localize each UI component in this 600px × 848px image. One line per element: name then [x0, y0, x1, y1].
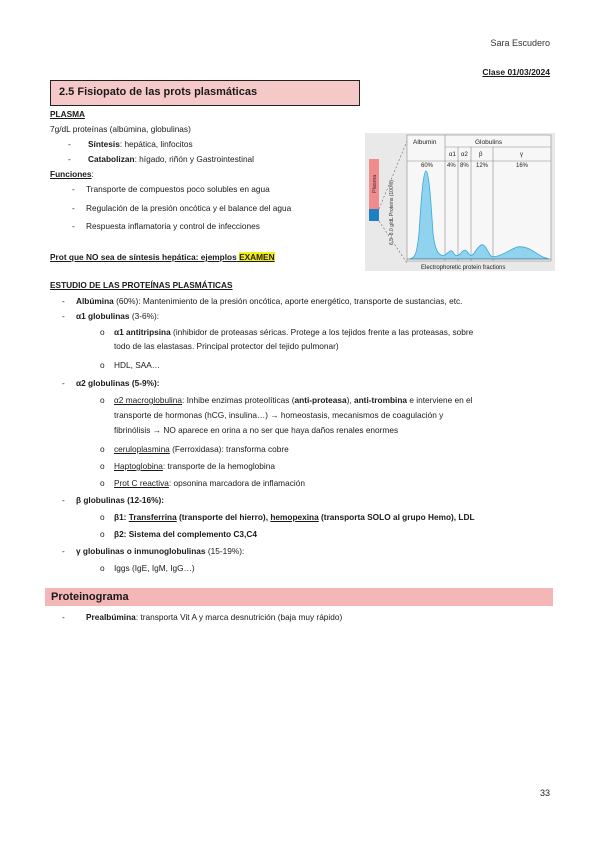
- funcion-item: - Regulación de la presión oncótica y el balance del agua: [72, 203, 292, 213]
- sintesis-text: : hepática, linfocitos: [119, 139, 193, 149]
- prot-c-reactiva-item: o Prot C reactiva: opsonina marcadora de inflamación: [100, 478, 305, 488]
- haptoglobina-text: : transporte de la hemoglobina: [162, 461, 275, 471]
- prot-no-hepatica-line: [50, 252, 275, 263]
- macroglobulina-line2: transporte de hormonas (hCG, insulina…) → homeostasis, mecanismos de coagulación y: [114, 410, 444, 420]
- antitripsina-text-cont: todo de las elastasas. Principal protector del tejido pulmonar): [114, 341, 339, 351]
- alpha2-pct: 8%: [460, 163, 469, 169]
- prot-no-hepatica-text: Prot que NO sea de síntesis hepática: ejemplos: [50, 252, 237, 262]
- funcion-text: Regulación de la presión oncótica y el balance del agua: [86, 203, 292, 213]
- beta1-text: (transporte del hierro),: [176, 512, 271, 522]
- alpha1-label: α1: [449, 152, 456, 158]
- albumina-text: (60%): Mantenimiento de la presión oncótica, aporte energético, transporte de sustancias, etc.: [113, 296, 463, 306]
- gamma-globulinas-pct: (15-19%):: [205, 546, 245, 556]
- beta-pct: 12%: [476, 163, 489, 169]
- macroglobulina-text: ),: [346, 395, 354, 405]
- antitripsina-text: (inhibidor de proteasas séricas. Protege a los tejidos frente a las proteasas, sobre: [170, 327, 474, 337]
- macroglobulina-line3: fibrinólisis → NO aparece en orina a no ser que haya daños renales enormes: [114, 425, 399, 435]
- macroglobulina-label: α2 macroglobulina: [114, 395, 182, 405]
- hemopexina: hemopexina: [270, 512, 319, 522]
- alpha1-pct: 4%: [447, 163, 456, 169]
- alpha2-globulinas-label: α2 globulinas: [76, 378, 130, 388]
- prealbumina-line: - Prealbúmina: transporta Vit A y marca desnutrición (baja muy rápido): [62, 612, 343, 622]
- electrophoresis-chart: [365, 133, 555, 271]
- albumin-pct: 60%: [421, 163, 434, 169]
- antitripsina-item: o α1 antitripsina (inhibidor de proteasas séricas. Protege a los tejidos frente a las proteasas, sobre: [100, 327, 474, 337]
- gamma-globulinas-line: - γ globulinas o inmunoglobulinas (15-19%):: [62, 546, 245, 556]
- dash: -: [68, 154, 71, 164]
- transferrina: Transferrina: [128, 512, 177, 522]
- gamma-globulinas-label: γ globulinas o inmunoglobulinas: [76, 546, 206, 556]
- beta1-text: (transporta SOLO al grupo Hemo), LDL: [318, 512, 475, 522]
- beta-globulinas-label: β globulinas: [76, 495, 125, 505]
- funcion-text: Transporte de compuestos poco solubles en agua: [86, 184, 270, 194]
- proteins-bar: [369, 209, 379, 221]
- beta-globulinas-line: - β globulinas (12-16%):: [62, 495, 165, 505]
- albumina-label: Albúmina: [76, 296, 114, 306]
- examen-highlight: EXAMEN: [239, 252, 275, 262]
- macroglobulina-text: e interviene en el: [407, 395, 473, 405]
- figure-caption: Electrophoretic protein fractions: [421, 265, 506, 271]
- estudio-heading: ESTUDIO DE LAS PROTEÍNAS PLASMÁTICAS: [50, 280, 233, 290]
- haptoglobina-item: o Haptoglobina: transporte de la hemoglobina: [100, 461, 275, 471]
- iggs-text: Iggs (IgE, IgM, IgG…): [114, 563, 195, 573]
- prot-c-reactiva-text: : opsonina marcadora de inflamación: [168, 478, 305, 488]
- dash: -: [68, 139, 71, 149]
- page-number: 33: [539, 788, 550, 798]
- beta1-item: o β1: Transferrina (transporte del hierro), hemopexina (transporta SOLO al grupo Hemo), LDL: [100, 512, 475, 522]
- sintesis-line: [68, 139, 193, 150]
- gamma-label: γ: [520, 152, 523, 158]
- sintesis-label: Síntesis: [88, 139, 120, 149]
- haptoglobina-label: Haptoglobina: [114, 461, 163, 471]
- plasma-label: Plasma: [372, 174, 378, 193]
- albumina-line: - Albúmina (60%): Mantenimiento de la presión oncótica, aporte energético, transporte de sustancias, etc.: [62, 296, 463, 306]
- prealbumina-label: Prealbúmina: [86, 612, 136, 622]
- beta-globulinas-pct: (12-16%):: [124, 495, 165, 505]
- globulins-label: Globulins: [475, 139, 503, 146]
- alpha1-globulinas-label: α1 globulinas: [76, 311, 130, 321]
- electrophoresis-figure: [365, 133, 555, 271]
- ceruloplasmina-label: ceruloplasmina: [114, 444, 170, 454]
- plasma-heading: PLASMA: [50, 109, 86, 119]
- hdl-item: o HDL, SAA…: [100, 360, 161, 370]
- iggs-item: o Iggs (IgE, IgM, IgG…): [100, 563, 195, 573]
- author-name: Sara Escudero: [490, 38, 550, 48]
- antitripsina-label: α1 antitripsina: [114, 327, 171, 337]
- proteinograma-heading: Proteinograma: [45, 588, 553, 606]
- ceruloplasmina-text: (Ferroxidasa): transforma cobre: [169, 444, 289, 454]
- ceruloplasmina-item: o ceruloplasmina (Ferroxidasa): transforma cobre: [100, 444, 289, 454]
- funciones-heading: Funciones: [50, 169, 92, 179]
- funcion-text: Respuesta inflamatoria y control de infecciones: [86, 221, 260, 231]
- macroglobulina-text: : Inhibe enzimas proteolíticas (: [181, 395, 295, 405]
- anti-proteasa: anti-proteasa: [294, 395, 347, 405]
- section-title: 2.5 Fisiopato de las prots plasmáticas: [50, 80, 360, 106]
- albumin-label: Albumin: [413, 139, 437, 146]
- alpha2-label: α2: [461, 152, 468, 158]
- catabolizan-label: Catabolizan: [88, 154, 135, 164]
- beta2-text: β2: Sistema del complemento C3,C4: [114, 529, 257, 539]
- funcion-item: - Respuesta inflamatoria y control de infecciones: [72, 221, 260, 231]
- beta2-item: o β2: Sistema del complemento C3,C4: [100, 529, 257, 539]
- macroglobulina-item: o α2 macroglobulina: Inhibe enzimas proteolíticas (anti-proteasa), anti-trombina e interviene en el: [100, 395, 473, 405]
- beta-label: β: [479, 152, 483, 158]
- alpha1-globulinas-pct: (3-6%):: [129, 311, 160, 321]
- alpha2-globulinas-line: - α2 globulinas (5-9%):: [62, 378, 160, 388]
- catabolizan-line: [68, 154, 254, 165]
- funcion-item: - Transporte de compuestos poco solubles en agua: [72, 184, 270, 194]
- anti-trombina: anti-trombina: [354, 395, 408, 405]
- gamma-pct: 16%: [516, 163, 529, 169]
- prealbumina-text: : transporta Vit A y marca desnutrición (baja muy rápido): [135, 612, 343, 622]
- hdl-text: HDL, SAA…: [114, 360, 161, 370]
- funciones-heading-line: Funciones:: [50, 169, 94, 179]
- catabolizan-text: : hígado, riñón y Gastrointestinal: [134, 154, 255, 164]
- beta1-label: β1:: [114, 512, 129, 522]
- plasma-proteins-line: 7g/dL proteínas (albúmina, globulinas): [50, 124, 191, 134]
- proteins-axis-label: 6.5–8.0 g/dL Proteins (100%): [389, 180, 395, 245]
- alpha1-globulinas-line: - α1 globulinas (3-6%):: [62, 311, 160, 321]
- alpha2-globulinas-pct: (5-9%):: [129, 378, 160, 388]
- prot-c-reactiva-label: Prot C reactiva: [114, 478, 169, 488]
- class-date: Clase 01/03/2024: [482, 67, 550, 77]
